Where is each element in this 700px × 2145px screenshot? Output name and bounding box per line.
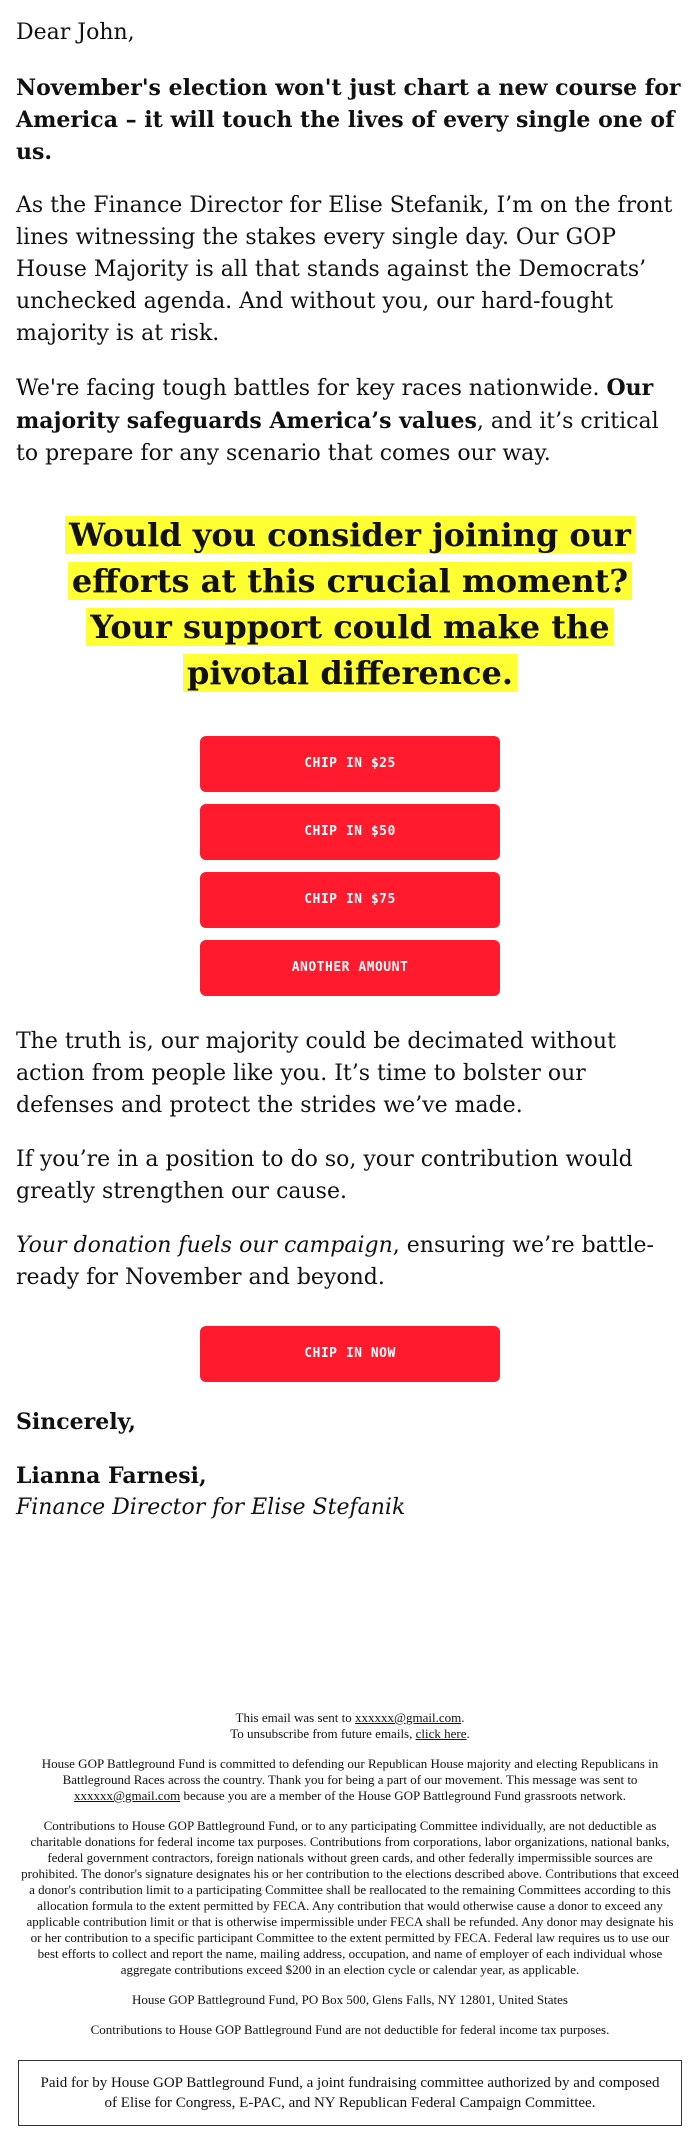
paragraph-finance-director: As the Finance Director for Elise Stefanik, I’m on the front lines witnessing the stakes every single day. Our GOP House Majority is all that stands against the Democrats’ unchecked agenda. And without you, our hard-fought majority is at risk. — [16, 193, 673, 346]
signer-title: Finance Director for Elise Stefanik — [16, 1495, 406, 1520]
signer-name: Lianna Farnesi, — [16, 1463, 207, 1489]
greeting: Dear John, — [16, 20, 135, 45]
paragraph-tough-battles — [16, 372, 684, 470]
donation-button-group — [16, 736, 684, 996]
recipient-email-link[interactable]: xxxxxx@gmail.com — [355, 1710, 462, 1725]
another-amount-button[interactable]: ANOTHER AMOUNT — [200, 940, 500, 996]
headline-highlight: Would you consider joining our efforts at this crucial moment? Your support could make the pivotal difference. — [65, 516, 635, 692]
email-body — [0, 18, 700, 1524]
mission-statement — [20, 1756, 680, 1804]
paragraph-donation-fuels-italic: Your donation fuels our campaign — [16, 1233, 393, 1258]
paragraph-tough-battles-emphasis: Our majority safeguards America’s values — [16, 375, 654, 434]
paid-for-disclaimer: Paid for by House GOP Battleground Fund, a joint fundraising committee authorized by and composed of Elise for Congress, E-PAC, and NY Republican Federal Campaign Committee. — [40, 2075, 660, 2111]
mailing-address: House GOP Battleground Fund, PO Box 500, Glens Falls, NY 12801, United States — [132, 1992, 568, 2007]
paragraph-contribution: If you’re in a position to do so, your contribution would greatly strengthen our cause. — [16, 1147, 633, 1204]
mission-email-link[interactable]: xxxxxx@gmail.com — [74, 1788, 181, 1803]
tax-deductibility-note: Contributions to House GOP Battleground Fund are not deductible for federal income tax purposes. — [90, 2022, 610, 2037]
sent-to-line: This email was sent to xxxxxx@gmail.com. — [235, 1710, 465, 1725]
unsubscribe-line: To unsubscribe from future emails, click here. — [230, 1726, 470, 1741]
unsubscribe-link[interactable]: click here — [415, 1726, 467, 1741]
chip-in-75-button[interactable]: CHIP IN $75 — [200, 872, 500, 928]
intro-statement: November's election won't just chart a new course for America – it will touch the lives of every single one of us. — [16, 75, 681, 165]
paid-for-disclaimer-box — [18, 2060, 682, 2126]
signoff: Sincerely, — [16, 1409, 136, 1435]
unsubscribe-prefix: To unsubscribe from future emails, — [230, 1726, 413, 1741]
chip-in-50-button[interactable]: CHIP IN $50 — [200, 804, 500, 860]
paragraph-majority-decimated: The truth is, our majority could be decimated without action from people like you. It’s time to bolster our defenses and protect the strides we’ve made. — [16, 1029, 616, 1118]
chip-in-now-button[interactable]: CHIP IN NOW — [200, 1326, 500, 1382]
paragraph-tough-battles-start: We're facing tough battles for key races nationwide. — [16, 376, 600, 401]
paragraph-tough-battles-end: , and it’s critical to prepare for any scenario that comes our way. — [16, 409, 659, 466]
chip-in-25-button[interactable]: CHIP IN $25 — [200, 736, 500, 792]
email-footer — [20, 1710, 680, 2038]
mission-statement-start: House GOP Battleground Fund is committed to defending our Republican House majority and electing Republicans in Battleground Races across the country. Thank you for being a part of our movement. This message was sent to — [41, 1756, 659, 1787]
mission-statement-end: because you are a member of the House GOP Battleground Fund grassroots network. — [183, 1788, 626, 1803]
paragraph-donation-fuels — [16, 1230, 684, 1294]
headline-callout — [30, 512, 670, 696]
paragraph-donation-fuels-rest: , ensuring we’re battle-ready for November and beyond. — [16, 1233, 654, 1290]
sent-to-prefix: This email was sent to — [235, 1710, 352, 1725]
legal-disclaimer: Contributions to House GOP Battleground Fund, or to any participating Committee individually, are not deductible as charitable donations for federal income tax purposes. Contributions from corporations, labor organizations, national banks, federal government contractors, foreign nationals without green cards, and other federally impermissible sources are prohibited. The donor's signature designates his or her contribution to the elections described above. Contributions that exceed a donor's contribution limit to a participating Committee shall be reallocated to the remaining Committees according to this allocation formula to the extent permitted by FECA. Any contribution that would otherwise cause a donor to exceed any applicable contribution limit or that is otherwise impermissible under FECA shall be refunded. Any donor may designate his or her contribution to a specific participant Committee to the extent permitted by FECA. Federal law requires us to use our best efforts to collect and report the name, mailing address, occupation, and name of employer of each individual whose aggregate contributions exceed $200 in an election cycle or calendar year, as applicable. — [21, 1818, 679, 1977]
